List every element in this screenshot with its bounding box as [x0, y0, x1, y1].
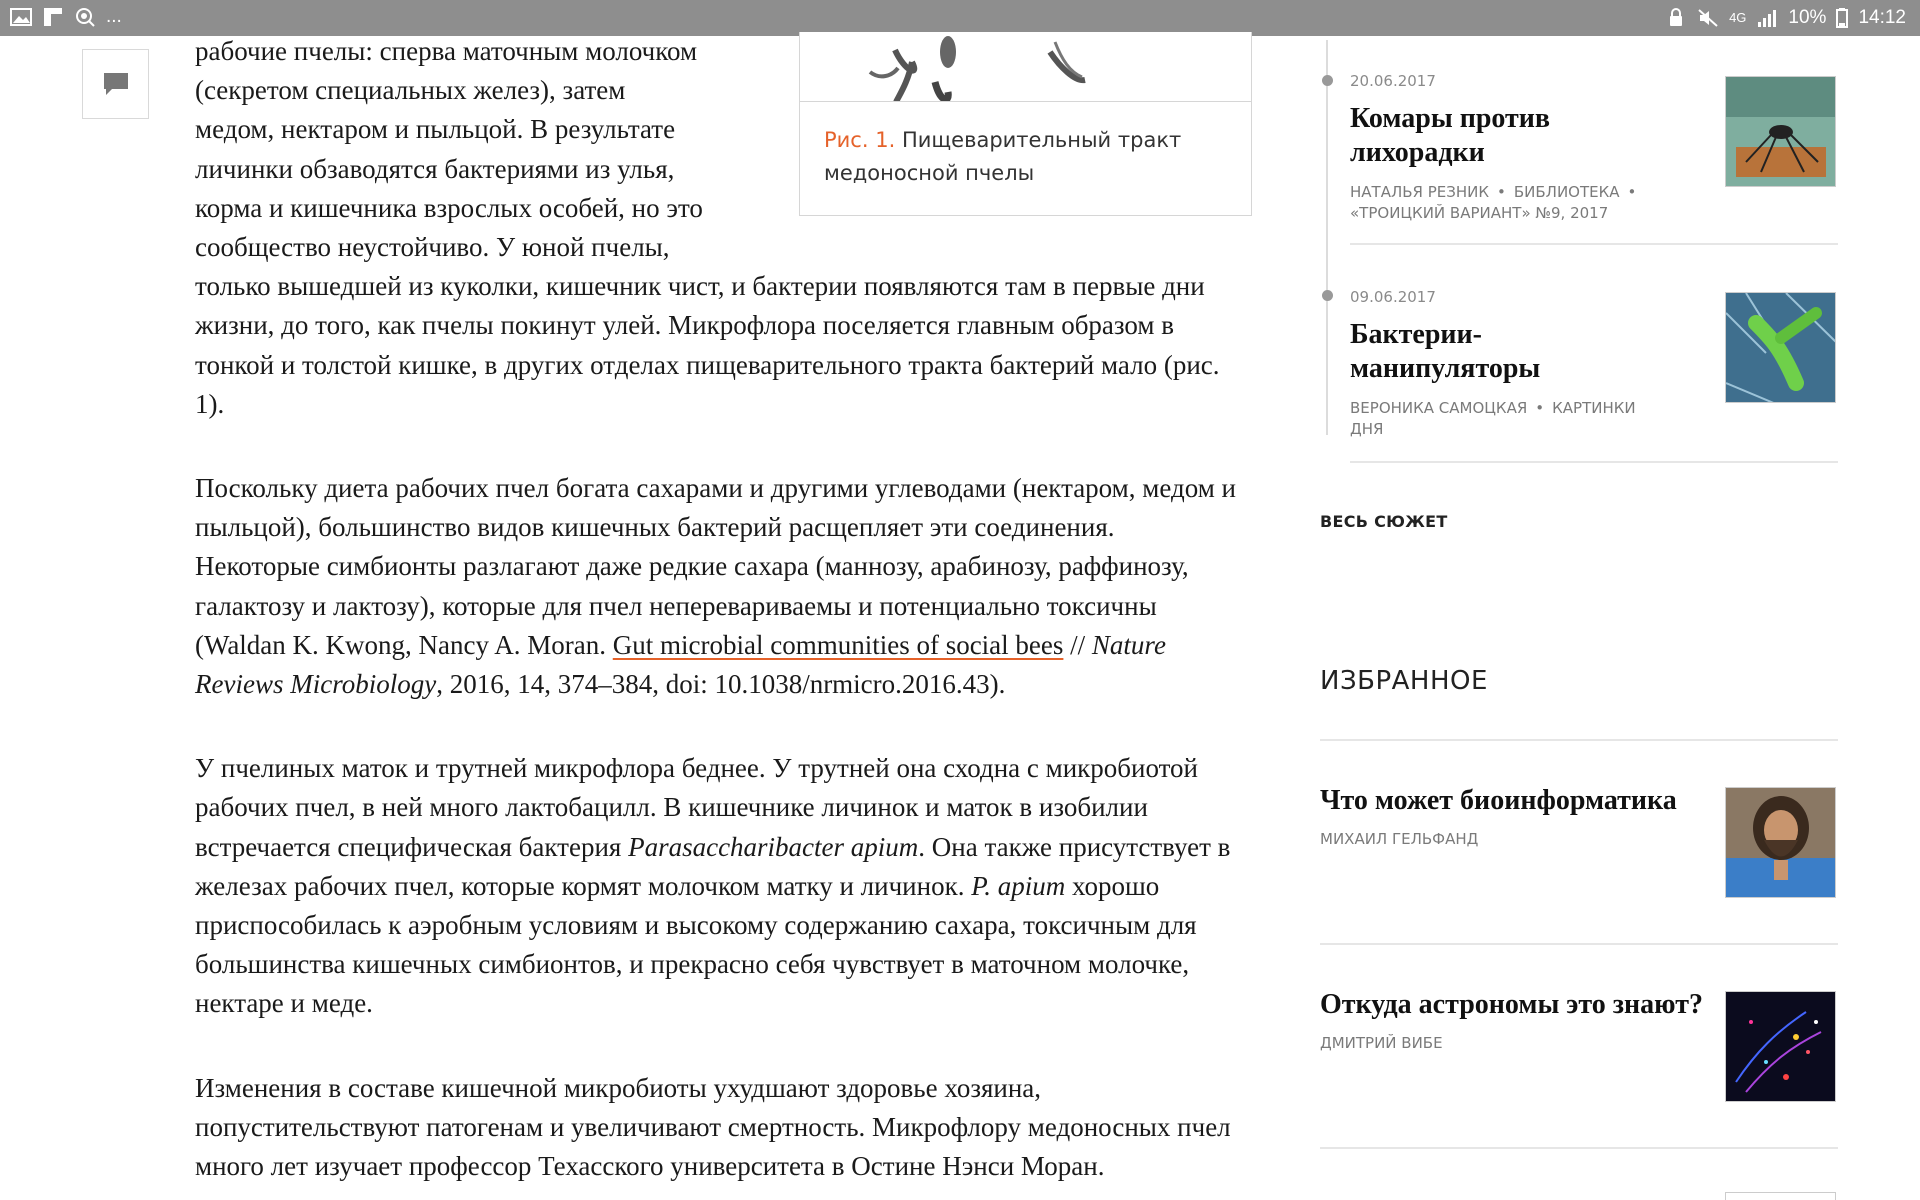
signal-icon [1756, 8, 1778, 28]
text-span: У пчелиных маток и трутней микрофлора беднее. У трутней она сходна с микробиотой рабочих пчел, в ней много лактобацилл. В кишечнике личинок и маток в изобилии встречается специфическая бактерия [195, 753, 1198, 862]
story-date: 09.06.2017 [1350, 288, 1436, 306]
search-sync-icon [74, 7, 96, 27]
story-author[interactable]: НАТАЛЬЯ РЕЗНИК [1350, 183, 1490, 201]
favorite-author[interactable]: МИХАИЛ ГЕЛЬФАНД [1320, 830, 1479, 848]
figure-number: Рис. 1. [824, 128, 896, 152]
favorite-author[interactable]: ДМИТРИЙ ВИБЕ [1320, 1034, 1443, 1052]
timeline-dot [1322, 290, 1333, 301]
story-author[interactable]: ВЕРОНИКА САМОЦКАЯ [1350, 399, 1528, 417]
article-body [195, 32, 1255, 1200]
text-span: . Она также присутствует в железах рабочих пчел, которые кормят молочком матку и личинок. [195, 831, 1231, 901]
divider [1320, 943, 1838, 945]
text-span: Поскольку диета рабочих пчел богата сахарами и другими углеводами (нектаром, медом и пыльцой), большинство видов кишечных бактерий расщепляет эти соединения. Некоторые симбионты разлагают даже редкие сахара (маннозу, арабинозу, раффинозу, галактозу и лактозу), которые для пчел неперевариваемы и потенциально токсичны (Waldan K. Kwong, Nancy A. Moran. [195, 473, 1236, 660]
journal-name: Nature Reviews Microbiology [195, 629, 1166, 700]
text-line: сообщество неустойчиво. У юной пчелы, [195, 232, 670, 263]
divider [1350, 461, 1838, 463]
species-abbr: P. apium [971, 870, 1066, 901]
divider [1320, 739, 1838, 741]
text-span: хорошо приспособилась к аэробным условиям и высокому содержанию сахара, токсичным для большинства кишечных симбионтов, и прекрасно себя чувствует в маточном молочке, нектаре и меде. [195, 870, 1197, 1019]
text-continuation: только вышедшей из куколки, кишечник чист, и бактерии появляются там в первые дни жизни, до того, как пчелы покинут улей. Микрофлора поселяется главным образом в тонкой и толстой кишке, в других отделах пищеварительного тракта бактерий мало (рис. 1). [195, 271, 1220, 419]
notification-icons [10, 6, 122, 28]
more-notifications: ... [106, 6, 122, 27]
favorite-thumbnail[interactable] [1725, 1192, 1836, 1200]
story-meta: ВЕРОНИКА САМОЦКАЯ • КАРТИНКИ ДНЯ [1350, 399, 1636, 438]
article-paragraph [195, 469, 1245, 704]
astronomy-chart [1726, 992, 1836, 1102]
all-story-link[interactable]: ВЕСЬ СЮЖЕТ [1320, 512, 1448, 531]
divider [1350, 243, 1838, 245]
text-line: медом, нектаром и пыльцой. В результате [195, 114, 676, 145]
network-type: 4G [1729, 10, 1747, 25]
timeline-line [1326, 40, 1328, 435]
story-thumbnail[interactable] [1725, 292, 1836, 403]
comment-icon [102, 71, 130, 97]
favorite-thumbnail[interactable] [1725, 787, 1836, 898]
figure-caption-text: Пищеварительный тракт медоносной пчелы [824, 128, 1182, 185]
text-line: (секретом специальных желез), затем [195, 75, 626, 106]
divider [1320, 1147, 1838, 1149]
system-icons [1665, 7, 1906, 29]
reference-link[interactable]: Gut microbial communities of social bees [612, 629, 1064, 660]
mute-icon [1697, 8, 1719, 28]
story-source[interactable]: «ТРОИЦКИЙ ВАРИАНТ» №9, 2017 [1350, 204, 1609, 222]
article-paragraph [195, 749, 1245, 1023]
comments-button[interactable] [82, 49, 149, 119]
species-name: Parasaccharibacter apium [628, 831, 919, 862]
story-title[interactable]: Бактерии-манипуляторы [1350, 319, 1541, 384]
battery-percent: 10% [1788, 7, 1827, 28]
timeline-dot [1322, 75, 1333, 86]
speaker-photo [1726, 788, 1836, 898]
text-line: корма и кишечника взрослых особей, но это [195, 192, 703, 223]
story-meta: НАТАЛЬЯ РЕЗНИК • БИБЛИОТЕКА •«ТРОИЦКИЙ ВАРИАНТ» №9, 2017 [1350, 183, 1637, 222]
flipboard-icon [42, 7, 64, 27]
text-span: // [1070, 629, 1086, 660]
article-paragraph [195, 32, 1255, 424]
text-line: рабочие пчелы: сперва маточным молочком [195, 36, 698, 66]
story-section[interactable]: БИБЛИОТЕКА [1513, 183, 1620, 201]
favorite-title[interactable]: Что может биоинформатика [1320, 785, 1677, 816]
story-date: 20.06.2017 [1350, 72, 1436, 90]
mosquito-illustration [1726, 77, 1836, 187]
bacteria-illustration [1726, 293, 1836, 403]
story-section[interactable]: КАРТИНКИ ДНЯ [1350, 399, 1636, 438]
battery-icon [1836, 8, 1848, 28]
lock-icon [1665, 8, 1687, 28]
status-bar [0, 0, 1920, 36]
gallery-icon [10, 7, 32, 27]
favorites-heading: ИЗБРАННОЕ [1320, 666, 1488, 696]
story-title[interactable]: Комары против лихорадки [1350, 103, 1551, 168]
story-thumbnail[interactable] [1725, 76, 1836, 187]
favorite-thumbnail[interactable] [1725, 991, 1836, 1102]
text-span: , 2016, 14, 374–384, doi: 10.1038/nrmicro.2016.43). [436, 669, 1006, 700]
article-paragraph [195, 1069, 1255, 1187]
text-line: личинки обзаводятся бактериями из улья, [195, 153, 675, 184]
text-span: Изменения в составе кишечной микробиоты ухудшают здоровье хозяина, попустительствуют патогенам и увеличивают смертность. Микрофлору медоносных пчел много лет изучает профессор Техасского университета в Остине Нэнси Моран. [195, 1072, 1231, 1182]
favorite-title[interactable]: Откуда астрономы это знают? [1320, 989, 1703, 1020]
clock: 14:12 [1858, 7, 1906, 28]
